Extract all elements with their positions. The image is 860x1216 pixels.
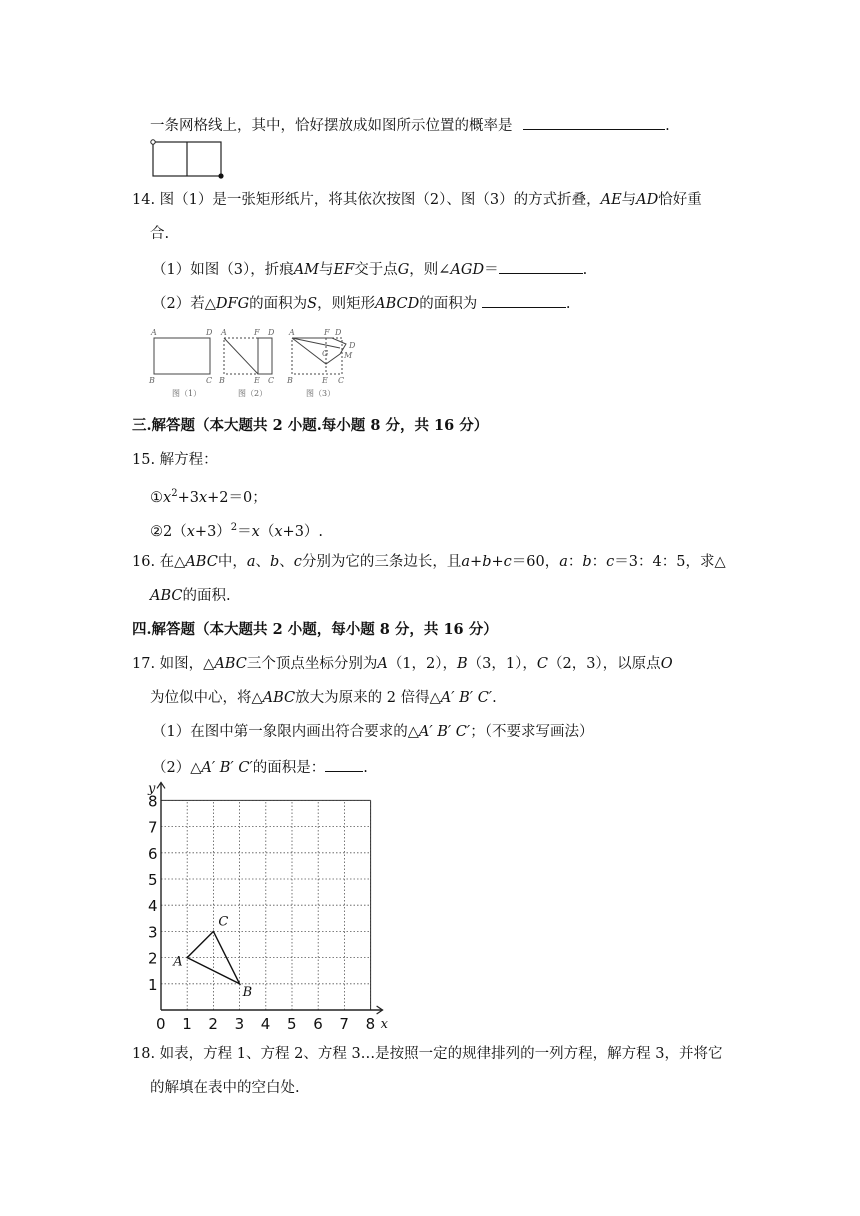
point-label-b: B — [242, 984, 253, 1000]
y-tick-label: 1 — [148, 975, 158, 994]
fig1-label-D: D — [206, 328, 213, 337]
coordinate-grid — [140, 776, 400, 1036]
y-tick-label: 4 — [148, 897, 158, 916]
fig3-label-D: D — [335, 328, 342, 337]
y-tick-label: 2 — [148, 949, 158, 968]
x-tick-label: 3 — [234, 1015, 245, 1033]
q13-line: 一条网格线上，其中，恰好摆放成如图所示位置的概率是 . — [150, 114, 670, 136]
fig1-caption: 图（1） — [172, 389, 202, 398]
fig2-strip — [258, 338, 272, 374]
q17-line1: 17. 如图，△ABC三个顶点坐标分别为A（1，2），B（3，1），C（2，3），以原点O — [132, 656, 673, 672]
y-tick-label: 3 — [148, 923, 158, 942]
q15-line: 15. 解方程： — [132, 452, 218, 468]
q13-answer-blank[interactable] — [523, 114, 665, 130]
x-axis-label: x — [380, 1017, 388, 1032]
x-tick-label: 7 — [339, 1015, 349, 1033]
x-tick-label: 6 — [313, 1015, 323, 1033]
q13-text: 一条网格线上，其中，恰好摆放成如图所示位置的概率是 — [150, 118, 513, 134]
x-tick-label: 8 — [365, 1015, 376, 1033]
fig3-label-E: E — [322, 376, 328, 385]
fig3-label-A: A — [289, 328, 295, 337]
q13-grid-figure — [148, 138, 228, 182]
fig3-label-B: B — [287, 376, 293, 385]
section3-title: 三.解答题（本大题共 2 小题.每小题 8 分，共 16 分） — [132, 417, 489, 434]
y-tick-label: 6 — [148, 844, 158, 863]
fig2-diagonal — [224, 338, 258, 374]
fig2-caption: 图（2） — [238, 389, 268, 398]
q14-part2-blank[interactable] — [482, 292, 566, 308]
q14-line1: 14. 图（1）是一张矩形纸片，将其依次按图（2）、图（3）的方式折叠，AE与AD恰好重 — [132, 192, 702, 208]
fig3-caption: 图（3） — [306, 389, 336, 398]
x-tick-label: 4 — [260, 1015, 271, 1033]
q17-part2: （2）△A′ B′ C′的面积是： . — [152, 756, 368, 778]
q17-part1: （1）在图中第一象限内画出符合要求的△A′ B′ C′；（不要求写画法） — [152, 724, 594, 740]
y-tick-label: 7 — [148, 818, 158, 837]
q17-line2: 为位似中心，将△ABC放大为原来的 2 倍得△A′ B′ C′. — [150, 690, 497, 706]
q18-line2: 的解填在表中的空白处. — [150, 1080, 300, 1096]
fig3-label-F: F — [324, 328, 330, 337]
q14-part2: （2）若△DFG的面积为S，则矩形ABCD的面积为 . — [152, 292, 570, 314]
fig2-label-E: E — [254, 376, 260, 385]
q14-folding-figures — [146, 326, 366, 402]
q16-line2: ABC的面积. — [150, 588, 231, 604]
fig1-label-C: C — [206, 376, 213, 385]
fig3-folded-flap — [292, 338, 346, 364]
q14-line2: 合. — [150, 226, 170, 242]
fig2-label-D: D — [268, 328, 275, 337]
section4-title: 四.解答题（本大题共 2 小题，每小题 8 分，共 16 分） — [132, 621, 498, 638]
q14-part1: （1）如图（3），折痕AM与EF交于点G，则∠AGD＝ . — [152, 258, 587, 280]
fig2-outline — [224, 338, 272, 374]
q15-eq1: $①x^2+3x+2=0$； — [150, 488, 267, 506]
fig3-label-G: G — [322, 349, 329, 358]
fig3-label-C: C — [338, 376, 345, 385]
fig1-rectangle — [154, 338, 210, 374]
fig2-label-F: F — [254, 328, 260, 337]
q18-line1: 18. 如表，方程 1、方程 2、方程 3…是按照一定的规律排列的一列方程，解方程 3，并将它 — [132, 1046, 723, 1062]
q15-eq2: $②2(x+3)^2=x(x+3)$. — [150, 522, 324, 540]
solid-dot — [218, 173, 223, 178]
point-label-a: A — [173, 954, 183, 970]
hollow-dot — [151, 140, 155, 144]
point-label-c: C — [218, 914, 229, 930]
x-tick-label: 1 — [182, 1015, 192, 1033]
fig2-label-B: B — [219, 376, 225, 385]
fig1-label-B: B — [149, 376, 155, 385]
y-tick-label: 5 — [148, 871, 158, 889]
fig3-label-D-prime: D — [349, 341, 356, 350]
x-tick-label: 2 — [208, 1015, 218, 1033]
fig1-label-A: A — [151, 328, 157, 337]
q16-line1: 16. 在△ABC中，a、b、c分别为它的三条边长，且a+b+c＝60，a：b：c＝3：4：5，求△ — [132, 554, 726, 570]
fig2-label-C: C — [268, 376, 275, 385]
y-axis-label: y — [148, 781, 156, 797]
x-tick-label: 5 — [287, 1015, 297, 1033]
x-tick-label: 0 — [156, 1015, 166, 1033]
q14-part1-blank[interactable] — [499, 258, 583, 274]
y-tick-label: 8 — [148, 792, 158, 811]
q17-area-blank[interactable] — [325, 756, 363, 772]
fig2-label-A: A — [221, 328, 227, 337]
fig3-label-M: M — [344, 351, 353, 360]
